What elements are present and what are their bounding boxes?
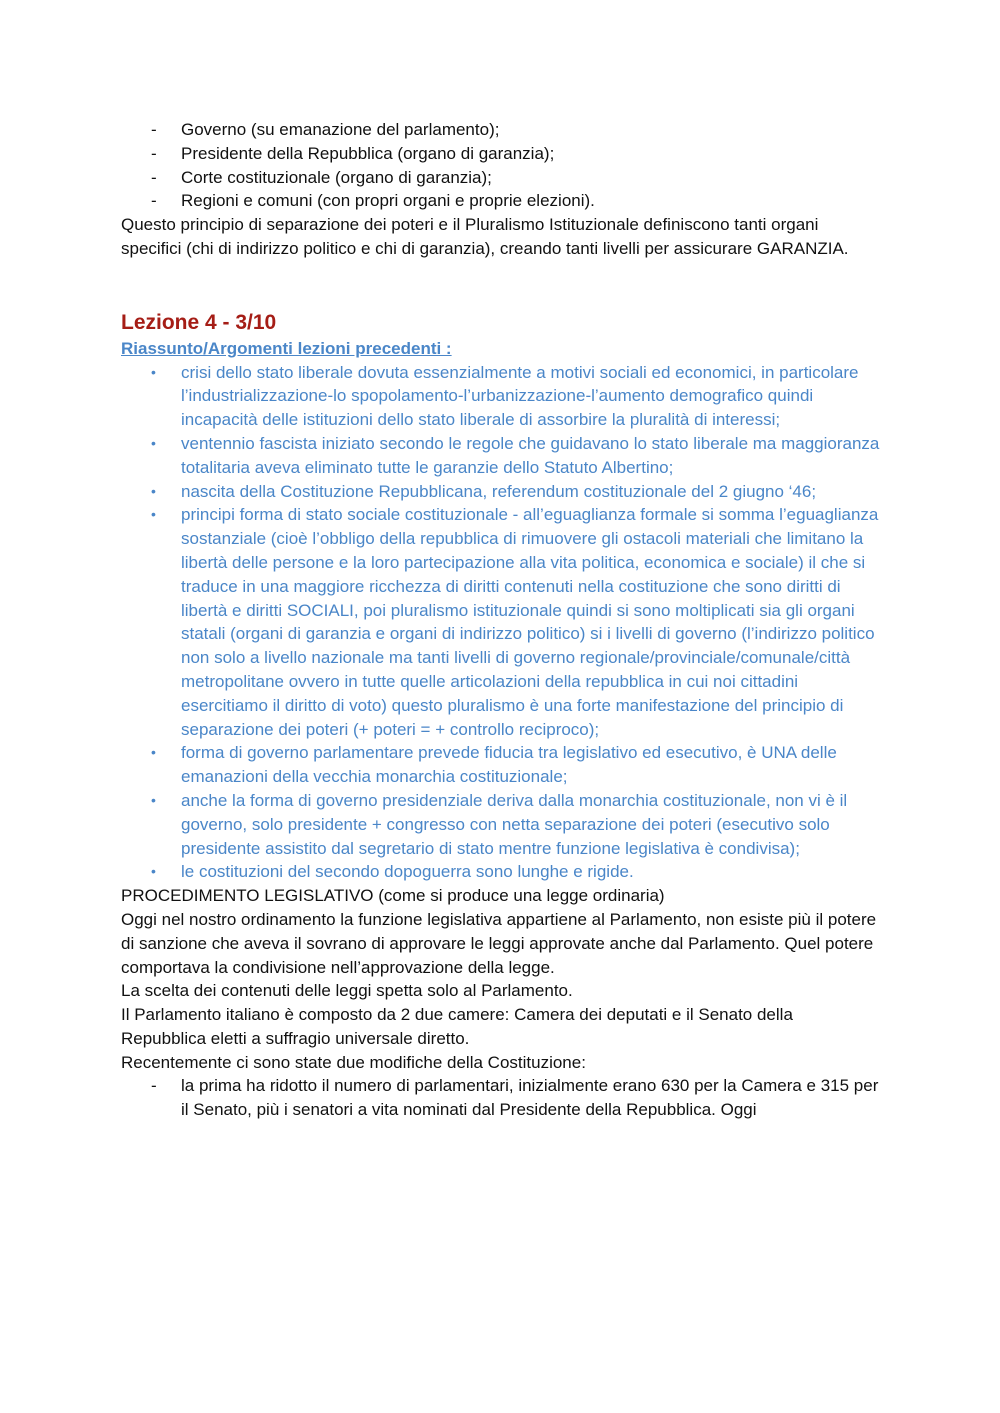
list-item [121, 189, 881, 213]
list-item-text: anche la forma di governo presidenziale deriva dalla monarchia costituzionale, non vi è il governo, solo presidente + congresso con netta separazione dei poteri (esecutivo solo presidente assistito dal segretario di stato mentre funzione legislativa è condivisa); [181, 790, 848, 858]
list-item [121, 142, 881, 166]
bullet-marker: • [151, 791, 156, 808]
bullet-marker: • [151, 863, 156, 880]
dash-marker: - [151, 143, 157, 163]
list-item-text: forma di governo parlamentare prevede fiducia tra legislativo ed esecutivo, è UNA delle emanazioni della vecchia monarchia costituzionale; [181, 743, 837, 787]
intro-paragraph: Questo principio di separazione dei poteri e il Pluralismo Istituzionale definiscono tanti organi specifici (chi di indirizzo politico e chi di garanzia), creando tanti livelli per assicurare GARANZIA. [121, 215, 849, 258]
modifiche-list [121, 1074, 881, 1122]
procedimento-heading: PROCEDIMENTO LEGISLATIVO (come si produce una legge ordinaria) [121, 886, 665, 906]
list-item [121, 166, 881, 190]
list-item-text: Regioni e comuni (con propri organi e proprie elezioni). [181, 191, 595, 211]
bullet-marker: • [151, 482, 156, 499]
recap-heading: Riassunto/Argomenti lezioni precedenti : [121, 338, 452, 358]
spacer [121, 261, 881, 309]
list-item [121, 503, 881, 741]
bullet-marker: • [151, 363, 156, 380]
bullet-marker: • [151, 506, 156, 523]
bullet-marker: • [151, 434, 156, 451]
list-item-text: le costituzioni del secondo dopoguerra sono lunghe e rigide. [181, 862, 634, 882]
dash-marker: - [151, 167, 157, 187]
list-item [121, 480, 881, 504]
procedimento-paragraph: La scelta dei contenuti delle leggi spetta solo al Parlamento. [121, 981, 573, 1001]
list-item [121, 1074, 881, 1122]
list-item [121, 860, 881, 884]
recap-list [121, 361, 881, 885]
list-item-text: Corte costituzionale (organo di garanzia); [181, 167, 492, 187]
list-item-text: Presidente della Repubblica (organo di garanzia); [181, 143, 555, 163]
dash-marker: - [151, 191, 157, 211]
list-item [121, 741, 881, 789]
dash-marker: - [151, 1076, 157, 1096]
procedimento-paragraph: Oggi nel nostro ordinamento la funzione legislativa appartiene al Parlamento, non esiste più il potere di sanzione che aveva il sovrano di approvare le leggi approvate anche dal Parlamento. Quel potere comportava la condivisione nell’approvazione della legge. [121, 909, 877, 977]
procedimento-paragraph: Recentemente ci sono state due modifiche della Costituzione: [121, 1052, 586, 1072]
list-item [121, 361, 881, 432]
list-item-text: crisi dello stato liberale dovuta essenzialmente a motivi sociali ed economici, in particolare l’industrializzazione-lo spopolamento-l’urbanizzazione-l’aumento demografico quindi incapacità delle istituzioni dello stato liberale di assorbire la pluralità di interessi; [181, 362, 859, 430]
list-item-text: Governo (su emanazione del parlamento); [181, 120, 500, 139]
list-item-text: ventennio fascista iniziato secondo le regole che guidavano lo stato liberale ma maggioranza totalitaria aveva eliminato tutte le garanzie dello Statuto Albertino; [181, 433, 880, 477]
lesson-title: Lezione 4 - 3/10 [121, 310, 277, 334]
list-item-text: la prima ha ridotto il numero di parlamentari, inizialmente erano 630 per la Camera e 315 per il Senato, più i senatori a vita nominati dal Presidente della Repubblica. Oggi [181, 1076, 879, 1120]
list-item-text: principi forma di stato sociale costituzionale - all’eguaglianza formale si somma l’eguaglianza sostanziale (cioè l’obbligo della repubblica di rimuovere gli ostacoli materiali che limitano la libertà delle persone e la loro partecipazione alla vita politica, economica e sociale) il che si traduce in una maggiore ricchezza di diritti contenuti nella costituzione che sono diritti di libertà e diritti SOCIALI, poi pluralismo istituzionale quindi si sono moltiplicati sia gli organi statali (organi di garanzia e organi di indirizzo politico) si i livelli di governo (l’indirizzo politico non solo a livello nazionale ma tanti livelli di governo regionale/provinciale/comunale/città metropolitane ovvero in tutte quelle articolazioni della repubblica in cui noi cittadini esercitiamo il diritto di voto) questo pluralismo è una forte manifestazione del principio di separazione dei poteri (+ poteri = + controllo reciproco); [181, 505, 879, 739]
dash-marker: - [151, 120, 157, 139]
document-page [121, 118, 881, 1122]
list-item [121, 118, 881, 142]
bullet-marker: • [151, 744, 156, 761]
list-item-text: nascita della Costituzione Repubblicana, referendum costituzionale del 2 giugno ‘46; [181, 481, 817, 501]
list-item [121, 789, 881, 860]
procedimento-paragraph: Il Parlamento italiano è composto da 2 due camere: Camera dei deputati e il Senato della Repubblica eletti a suffragio universale diretto. [121, 1005, 793, 1048]
list-item [121, 432, 881, 480]
intro-list [121, 118, 881, 213]
